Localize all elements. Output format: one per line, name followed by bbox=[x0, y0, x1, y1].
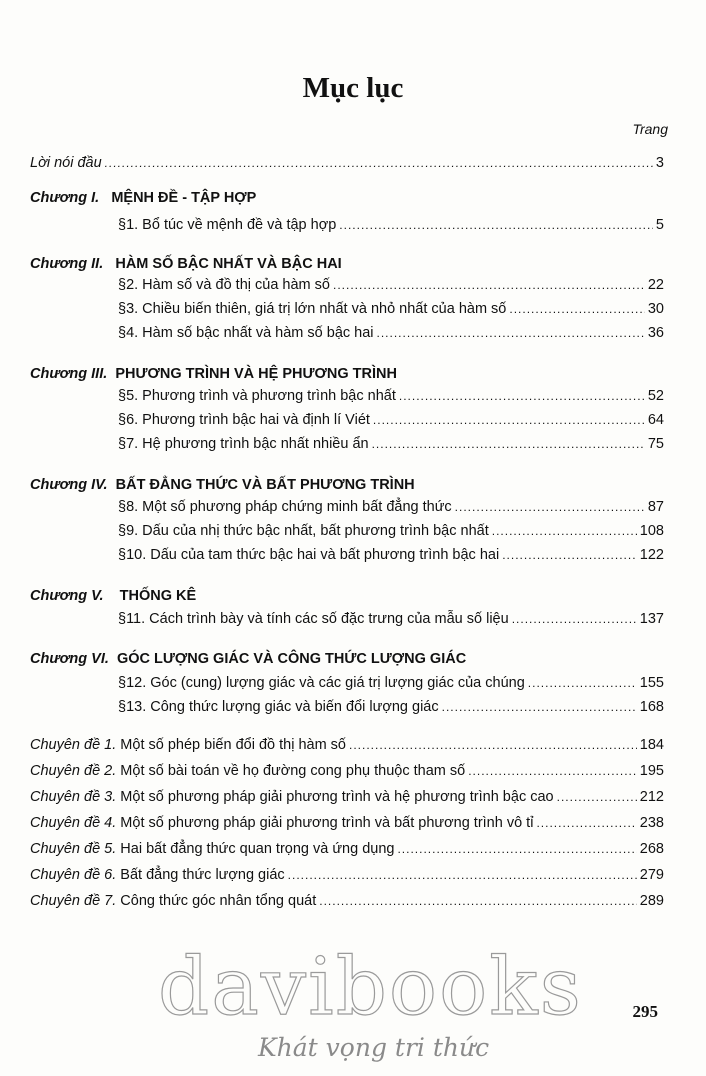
leader-dots bbox=[528, 676, 637, 690]
toc-page-number: 155 bbox=[639, 675, 664, 691]
chapter-title: THỐNG KÊ bbox=[119, 588, 197, 604]
toc-topic-entry[interactable] bbox=[30, 867, 664, 887]
toc-topic-entry[interactable] bbox=[30, 763, 664, 783]
leader-dots bbox=[492, 524, 637, 538]
toc-page-number: 184 bbox=[639, 737, 664, 753]
watermark-brand: davibooks bbox=[158, 940, 583, 1033]
toc-page-number: 5 bbox=[655, 217, 664, 233]
topic-label: Chuyên đề 5. bbox=[30, 841, 117, 857]
toc-page-number: 137 bbox=[639, 611, 664, 627]
toc-entry-text: §8. Một số phương pháp chứng minh bất đẳng thức bbox=[118, 499, 452, 515]
chapter-label: Chương I. bbox=[30, 190, 100, 206]
leader-dots bbox=[399, 389, 645, 403]
toc-page-number: 52 bbox=[647, 388, 664, 404]
toc-entry-text: §6. Phương trình bậc hai và định lí Viét bbox=[118, 412, 370, 428]
leader-dots bbox=[349, 738, 637, 752]
page-column-label: Trang bbox=[632, 121, 668, 137]
leader-dots bbox=[377, 326, 645, 340]
toc-entry-preface[interactable] bbox=[30, 155, 664, 175]
chapter-title: PHƯƠNG TRÌNH VÀ HỆ PHƯƠNG TRÌNH bbox=[115, 366, 397, 382]
page-title: Mục lục bbox=[302, 72, 404, 104]
toc-entry[interactable] bbox=[118, 675, 664, 695]
toc-entry-text: §9. Dấu của nhị thức bậc nhất, bất phương trình bậc nhất bbox=[118, 523, 489, 539]
toc-entry[interactable] bbox=[118, 523, 664, 543]
toc-page-number: 279 bbox=[639, 867, 664, 883]
chapter-heading bbox=[30, 366, 397, 382]
chapter-label: Chương VI. bbox=[30, 651, 109, 667]
toc-page-number: 289 bbox=[639, 893, 664, 909]
toc-entry[interactable] bbox=[118, 325, 664, 345]
toc-entry-text: §5. Phương trình và phương trình bậc nhất bbox=[118, 388, 396, 404]
topic-text: Một số bài toán về họ đường cong phụ thuộc tham số bbox=[120, 763, 466, 779]
chapter-label: Chương III. bbox=[30, 366, 108, 382]
toc-entry-text: §2. Hàm số và đồ thị của hàm số bbox=[118, 277, 330, 293]
chapter-heading bbox=[30, 477, 415, 493]
topic-label: Chuyên đề 2. bbox=[30, 763, 117, 779]
chapter-label: Chương II. bbox=[30, 256, 104, 272]
topic-text: Hai bất đẳng thức quan trọng và ứng dụng bbox=[120, 841, 395, 857]
toc-page-number: 108 bbox=[639, 523, 664, 539]
leader-dots bbox=[372, 437, 645, 451]
toc-topic-entry[interactable] bbox=[30, 893, 664, 913]
chapter-title: HÀM SỐ BẬC NHẤT VÀ BẬC HAI bbox=[115, 256, 342, 272]
toc-entry-text: §13. Công thức lượng giác và biến đổi lượng giác bbox=[118, 699, 439, 715]
toc-page-number: 36 bbox=[647, 325, 664, 341]
leader-dots bbox=[502, 548, 637, 562]
toc-entry[interactable] bbox=[118, 301, 664, 321]
chapter-title: BẤT ĐẲNG THỨC VÀ BẤT PHƯƠNG TRÌNH bbox=[115, 477, 415, 493]
toc-topic-entry[interactable] bbox=[30, 841, 664, 861]
toc-entry[interactable] bbox=[118, 412, 664, 432]
leader-dots bbox=[442, 700, 637, 714]
chapter-heading bbox=[30, 190, 256, 206]
chapter-heading bbox=[30, 256, 342, 272]
toc-page-number: 30 bbox=[647, 301, 664, 317]
page-number: 295 bbox=[632, 1002, 658, 1021]
leader-dots bbox=[288, 868, 637, 882]
chapter-heading bbox=[30, 651, 466, 667]
toc-entry[interactable] bbox=[118, 611, 664, 631]
topic-text: Một số phương pháp giải phương trình và bất phương trình vô tỉ bbox=[120, 815, 534, 831]
leader-dots bbox=[468, 764, 637, 778]
chapter-label: Chương IV. bbox=[30, 477, 108, 493]
toc-entry-text: §10. Dấu của tam thức bậc hai và bất phương trình bậc hai bbox=[118, 547, 500, 563]
toc-page-number: 168 bbox=[639, 699, 664, 715]
toc-entry-label: Lời nói đầu bbox=[30, 155, 102, 171]
leader-dots bbox=[512, 612, 637, 626]
chapter-label: Chương V. bbox=[30, 588, 104, 604]
toc-entry-text: §7. Hệ phương trình bậc nhất nhiều ẩn bbox=[118, 436, 369, 452]
watermark-tagline: Khát vọng tri thức bbox=[258, 1033, 490, 1062]
topic-text: Một số phương pháp giải phương trình và hệ phương trình bậc cao bbox=[120, 789, 554, 805]
toc-page-number: 238 bbox=[639, 815, 664, 831]
topic-label: Chuyên đề 3. bbox=[30, 789, 117, 805]
toc-entry[interactable] bbox=[118, 547, 664, 567]
leader-dots bbox=[536, 816, 636, 830]
toc-entry[interactable] bbox=[118, 499, 664, 519]
chapter-heading bbox=[30, 588, 196, 604]
toc-entry-text: §11. Cách trình bày và tính các số đặc trưng của mẫu số liệu bbox=[118, 611, 509, 627]
leader-dots bbox=[339, 218, 653, 232]
leader-dots bbox=[105, 156, 653, 170]
toc-entry[interactable] bbox=[118, 699, 664, 719]
toc-page-number: 195 bbox=[639, 763, 664, 779]
leader-dots bbox=[557, 790, 637, 804]
toc-page-number: 64 bbox=[647, 412, 664, 428]
topic-label: Chuyên đề 6. bbox=[30, 867, 117, 883]
toc-topic-entry[interactable] bbox=[30, 789, 664, 809]
topic-text: Bất đẳng thức lượng giác bbox=[120, 867, 285, 883]
topic-label: Chuyên đề 1. bbox=[30, 737, 117, 753]
toc-entry[interactable] bbox=[118, 436, 664, 456]
toc-entry-text: §12. Góc (cung) lượng giác và các giá trị lượng giác của chúng bbox=[118, 675, 525, 691]
toc-topic-entry[interactable] bbox=[30, 815, 664, 835]
leader-dots bbox=[319, 894, 637, 908]
toc-page-number: 87 bbox=[647, 499, 664, 515]
chapter-title: GÓC LƯỢNG GIÁC VÀ CÔNG THỨC LƯỢNG GIÁC bbox=[116, 651, 467, 667]
toc-entry-text: §4. Hàm số bậc nhất và hàm số bậc hai bbox=[118, 325, 374, 341]
toc-page-number: 22 bbox=[647, 277, 664, 293]
leader-dots bbox=[333, 278, 645, 292]
leader-dots bbox=[509, 302, 644, 316]
toc-entry[interactable] bbox=[118, 217, 664, 237]
toc-entry-text: §1. Bổ túc về mệnh đề và tập hợp bbox=[118, 217, 337, 233]
toc-page-number: 268 bbox=[639, 841, 664, 857]
topic-text: Một số phép biến đổi đồ thị hàm số bbox=[120, 737, 346, 753]
topic-label: Chuyên đề 7. bbox=[30, 893, 117, 909]
toc-page-number: 75 bbox=[647, 436, 664, 452]
toc-page-number: 212 bbox=[639, 789, 664, 805]
toc-entry[interactable] bbox=[118, 277, 664, 297]
toc-topic-entry[interactable] bbox=[30, 737, 664, 757]
topic-label: Chuyên đề 4. bbox=[30, 815, 117, 831]
leader-dots bbox=[373, 413, 645, 427]
toc-entry[interactable] bbox=[118, 388, 664, 408]
toc-page-number: 122 bbox=[639, 547, 664, 563]
leader-dots bbox=[397, 842, 636, 856]
topic-text: Công thức góc nhân tổng quát bbox=[120, 893, 317, 909]
toc-page-number: 3 bbox=[655, 155, 664, 171]
toc-entry-text: §3. Chiều biến thiên, giá trị lớn nhất và nhỏ nhất của hàm số bbox=[118, 301, 507, 317]
chapter-title: MỆNH ĐỀ - TẬP HỢP bbox=[111, 190, 257, 206]
leader-dots bbox=[455, 500, 645, 514]
